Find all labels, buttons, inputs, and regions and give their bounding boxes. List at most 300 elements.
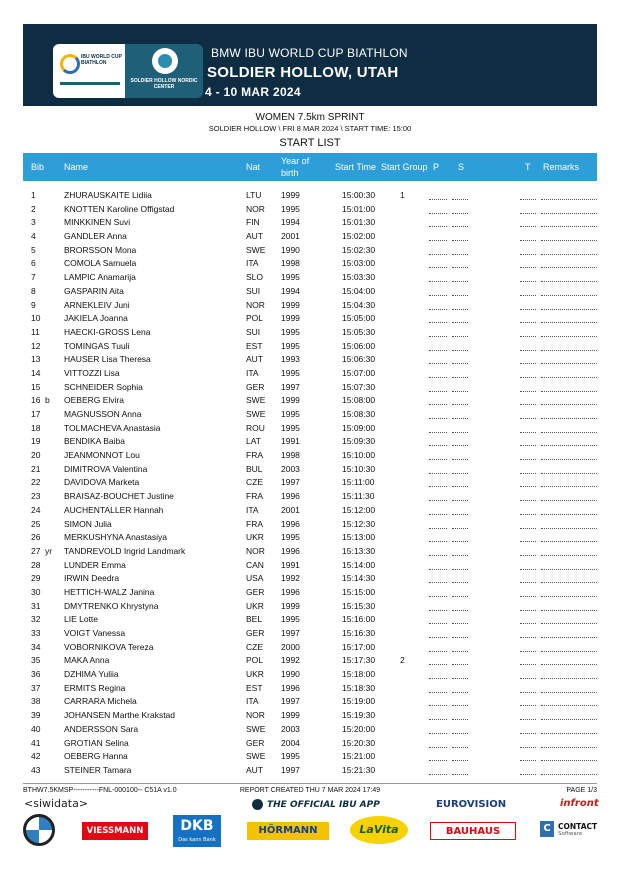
- blank-field: [429, 760, 447, 761]
- blank-field: [429, 281, 447, 282]
- table-row: [23, 559, 597, 573]
- table-row: [23, 504, 597, 518]
- blank-field: [429, 692, 447, 693]
- cell-nat: POL: [246, 313, 264, 324]
- cell-nat: FRA: [246, 450, 263, 461]
- blank-field: [541, 432, 597, 433]
- cell-nat: SUI: [246, 285, 261, 296]
- cell-time: 15:16:00: [342, 614, 376, 625]
- dkb-logo: [173, 815, 221, 847]
- table-row: [23, 394, 597, 408]
- cell-nat: NOR: [246, 710, 265, 721]
- cell-year: 1996: [281, 682, 300, 693]
- blank-field: [452, 486, 468, 487]
- cell-name: DZHIMA Yuliia: [64, 669, 119, 680]
- cell-time: 15:18:00: [342, 669, 376, 680]
- blank-field: [429, 459, 447, 460]
- blank-field: [452, 692, 468, 693]
- col-name: Name: [64, 162, 89, 172]
- viessmann-logo: VIESSMANN: [82, 822, 148, 840]
- blank-field: [452, 254, 468, 255]
- blank-field: [429, 391, 447, 392]
- blank-field: [429, 733, 447, 734]
- cell-nat: ITA: [246, 367, 259, 378]
- cell-time: 15:10:00: [342, 450, 376, 461]
- blank-field: [429, 309, 447, 310]
- cell-nat: SWE: [246, 751, 266, 762]
- cell-bib: 36: [31, 669, 41, 680]
- cell-year: 1996: [281, 545, 300, 556]
- blank-field: [429, 377, 447, 378]
- table-row: [23, 764, 597, 778]
- cell-nat: SWE: [246, 395, 266, 406]
- table-row: [23, 613, 597, 627]
- cell-year: 1993: [281, 354, 300, 365]
- cell-nat: SWE: [246, 409, 266, 419]
- cell-time: 15:01:00: [342, 203, 376, 214]
- cell-year: 1990: [281, 669, 300, 680]
- blank-field: [541, 254, 597, 255]
- blank-field: [541, 651, 597, 652]
- cell-nat: ROU: [246, 422, 265, 433]
- blank-field: [541, 309, 597, 310]
- cell-name: IRWIN Deedra: [64, 573, 120, 584]
- cell-bib: 16: [31, 395, 41, 406]
- cell-bib: 21: [31, 463, 41, 474]
- ibu-logo-icon: [60, 54, 80, 74]
- soldier-hollow-logo: [125, 44, 203, 98]
- blank-field: [429, 213, 447, 214]
- blank-field: [452, 678, 468, 679]
- blank-field: [429, 432, 447, 433]
- blank-field: [541, 295, 597, 296]
- blank-field: [541, 199, 597, 200]
- event-series: BMW IBU WORLD CUP BIATHLON: [211, 46, 408, 60]
- blank-field: [541, 692, 597, 693]
- dkb-label: DKB: [180, 818, 214, 834]
- blank-field: [541, 747, 597, 748]
- cell-year: 2000: [281, 641, 300, 652]
- cell-name: HAECKI-GROSS Lena: [64, 326, 151, 337]
- cell-bib: 42: [31, 751, 41, 762]
- cell-nat: NOR: [246, 203, 265, 214]
- cell-year: 1995: [281, 409, 300, 419]
- cell-time: 15:13:00: [342, 532, 376, 543]
- cell-bib: 35: [31, 655, 41, 666]
- blank-field: [541, 760, 597, 761]
- cell-time: 15:20:30: [342, 737, 376, 748]
- ibu-world-cup-logo: [53, 44, 128, 98]
- cell-time: 15:11:30: [342, 491, 375, 502]
- cell-year: 1991: [281, 436, 300, 447]
- cell-name: LAMPIC Anamarija: [64, 272, 136, 283]
- cell-nat: UKR: [246, 600, 264, 611]
- cell-nat: ITA: [246, 504, 259, 515]
- blank-field: [429, 747, 447, 748]
- cell-name: MINKKINEN Suvi: [64, 217, 131, 228]
- blank-field: [429, 363, 447, 364]
- cell-name: TOMINGAS Tuuli: [64, 340, 130, 351]
- bauhaus-logo: BAUHAUS: [430, 822, 516, 840]
- blank-field: [452, 610, 468, 611]
- blank-field: [520, 309, 536, 310]
- col-start-group: Start Group: [381, 162, 428, 172]
- cell-time: 15:21:30: [342, 764, 376, 775]
- blank-field: [429, 651, 447, 652]
- blank-field: [429, 350, 447, 351]
- cell-name: AUCHENTALLER Hannah: [64, 504, 164, 515]
- blank-field: [520, 541, 536, 542]
- blank-field: [452, 309, 468, 310]
- cell-year: 2001: [281, 504, 300, 515]
- cell-time: 15:11:00: [342, 477, 375, 488]
- soldier-hollow-logo-text: SOLDIER HOLLOW NORDIC CENTER: [130, 78, 198, 90]
- blank-field: [452, 377, 468, 378]
- cell-bib: 23: [31, 491, 41, 502]
- cell-bib: 27: [31, 545, 41, 556]
- cell-year: 1999: [281, 395, 300, 406]
- cell-year: 1999: [281, 190, 300, 200]
- blank-field: [452, 418, 468, 419]
- cell-year: 1998: [281, 258, 300, 269]
- cell-bib: 24: [31, 504, 41, 515]
- cell-bib: 22: [31, 477, 41, 488]
- table-row: [23, 476, 597, 490]
- blank-field: [520, 528, 536, 529]
- cell-nat: UKR: [246, 532, 264, 543]
- cell-year: 1997: [281, 764, 300, 775]
- cell-year: 1995: [281, 203, 300, 214]
- cell-nat: AUT: [246, 231, 263, 242]
- cell-year: 1996: [281, 518, 300, 529]
- cell-bib: 7: [31, 272, 36, 283]
- cell-time: 15:05:30: [342, 326, 376, 337]
- table-row: [23, 641, 597, 655]
- table-header: [23, 153, 597, 181]
- cell-time: 15:02:30: [342, 244, 376, 255]
- cell-group: 1: [400, 190, 405, 200]
- cell-nat: NOR: [246, 545, 265, 556]
- cell-time: 15:10:30: [342, 463, 376, 474]
- cell-name: TANDREVOLD Ingrid Landmark: [64, 545, 186, 556]
- blank-field: [541, 678, 597, 679]
- event-venue: SOLDIER HOLLOW, UTAH: [207, 64, 399, 81]
- blank-field: [429, 486, 447, 487]
- blank-field: [520, 651, 536, 652]
- table-row: [23, 654, 597, 668]
- blank-field: [452, 541, 468, 542]
- blank-field: [520, 610, 536, 611]
- cell-bib: 2: [31, 203, 36, 214]
- blank-field: [452, 774, 468, 775]
- table-row: [23, 257, 597, 271]
- blank-field: [541, 267, 597, 268]
- blank-field: [541, 637, 597, 638]
- blank-field: [520, 692, 536, 693]
- cell-time: 15:17:00: [342, 641, 376, 652]
- blank-field: [520, 267, 536, 268]
- blank-field: [429, 254, 447, 255]
- blank-field: [541, 596, 597, 597]
- cell-bib: 25: [31, 518, 41, 529]
- cell-bib: 17: [31, 409, 41, 419]
- cell-name: JEANMONNOT Lou: [64, 450, 140, 461]
- blank-field: [429, 610, 447, 611]
- blank-field: [541, 664, 597, 665]
- blank-field: [429, 404, 447, 405]
- blank-field: [452, 281, 468, 282]
- cell-bib: 37: [31, 682, 41, 693]
- cell-group: 2: [400, 655, 405, 666]
- blank-field: [520, 719, 536, 720]
- table-row: [23, 271, 597, 285]
- ibu-app-logo: [252, 799, 380, 810]
- col-year: Year of birth: [281, 156, 310, 178]
- table-row: [23, 353, 597, 367]
- cell-bib: 20: [31, 450, 41, 461]
- cell-nat: EST: [246, 682, 263, 693]
- cell-year: 1994: [281, 285, 300, 296]
- cell-year: 1997: [281, 628, 300, 638]
- cell-name: BRORSSON Mona: [64, 244, 137, 255]
- cell-year: 2003: [281, 463, 300, 474]
- cell-name: HETTICH-WALZ Janina: [64, 586, 155, 597]
- cell-nat: GER: [246, 586, 265, 597]
- blank-field: [452, 719, 468, 720]
- blank-field: [520, 486, 536, 487]
- table-row: [23, 490, 597, 504]
- cell-nat: SUI: [246, 326, 261, 337]
- blank-field: [520, 760, 536, 761]
- blank-field: [541, 610, 597, 611]
- table-row: [23, 600, 597, 614]
- cell-nat: CZE: [246, 641, 263, 652]
- cell-time: 15:07:30: [342, 381, 376, 392]
- cell-name: LIE Lotte: [64, 614, 99, 625]
- blank-field: [429, 500, 447, 501]
- table-row: [23, 545, 597, 559]
- blank-field: [541, 473, 597, 474]
- blank-field: [452, 391, 468, 392]
- cell-bib: 18: [31, 422, 41, 433]
- blank-field: [429, 226, 447, 227]
- blank-field: [452, 637, 468, 638]
- blank-field: [541, 240, 597, 241]
- cell-name: CARRARA Michela: [64, 696, 137, 707]
- table-row: [23, 682, 597, 696]
- blank-field: [429, 336, 447, 337]
- blank-field: [520, 774, 536, 775]
- blank-field: [520, 664, 536, 665]
- table-row: [23, 750, 597, 764]
- blank-field: [520, 678, 536, 679]
- table-row: [23, 518, 597, 532]
- cell-time: 15:06:30: [342, 354, 376, 365]
- blank-field: [520, 336, 536, 337]
- table-row: [23, 381, 597, 395]
- cell-nat: SWE: [246, 244, 266, 255]
- cell-bib: 14: [31, 367, 41, 378]
- col-nat: Nat: [246, 162, 261, 172]
- cell-time: 15:18:30: [342, 682, 376, 693]
- blank-field: [541, 733, 597, 734]
- cell-nat: CAN: [246, 559, 264, 570]
- table-row: [23, 230, 597, 244]
- blank-field: [520, 404, 536, 405]
- cell-name: ERMITS Regina: [64, 682, 126, 693]
- cell-time: 15:09:30: [342, 436, 376, 447]
- cell-name: JAKIELA Joanna: [64, 313, 128, 324]
- cell-name: VOBORNIKOVA Tereza: [64, 641, 154, 652]
- table-row: [23, 449, 597, 463]
- table-row: [23, 203, 597, 217]
- footer-divider: [23, 783, 597, 784]
- blank-field: [452, 555, 468, 556]
- contact-sublabel: Software: [558, 830, 583, 837]
- cell-nat: ITA: [246, 258, 259, 269]
- blank-field: [452, 199, 468, 200]
- table-row: [23, 189, 597, 203]
- blank-field: [541, 569, 597, 570]
- cell-bib: 29: [31, 573, 41, 584]
- cell-time: 15:03:00: [342, 258, 376, 269]
- report-code: BTHW7.5KMSP-----------FNL-000100-- C51A v1.0: [23, 787, 177, 794]
- cell-time: 15:14:30: [342, 573, 376, 584]
- cell-year: 1999: [281, 299, 300, 310]
- cell-bib: 32: [31, 614, 41, 625]
- cell-year: 1998: [281, 450, 300, 461]
- blank-field: [520, 733, 536, 734]
- cell-nat: GER: [246, 381, 265, 392]
- cell-nat: SLO: [246, 272, 264, 283]
- blank-field: [541, 336, 597, 337]
- blank-field: [520, 500, 536, 501]
- cell-name: BRAISAZ-BOUCHET Justine: [64, 491, 174, 502]
- cell-name: DIMITROVA Valentina: [64, 463, 148, 474]
- blank-field: [541, 350, 597, 351]
- blank-field: [452, 760, 468, 761]
- cell-name: MAGNUSSON Anna: [64, 409, 142, 419]
- start-list-table: [23, 189, 597, 778]
- cell-time: 15:03:30: [342, 272, 376, 283]
- blank-field: [541, 226, 597, 227]
- cell-time: 15:01:30: [342, 217, 376, 228]
- page-number: PAGE 1/3: [566, 787, 597, 794]
- cell-nat: POL: [246, 655, 264, 666]
- cell-bib: 5: [31, 244, 36, 255]
- cell-year: 2004: [281, 737, 300, 748]
- blank-field: [541, 500, 597, 501]
- col-bib: Bib: [31, 162, 45, 172]
- table-row: [23, 422, 597, 436]
- table-row: [23, 723, 597, 737]
- cell-name: DAVIDOVA Marketa: [64, 477, 140, 488]
- blank-field: [452, 432, 468, 433]
- cell-name: COMOLA Samuela: [64, 258, 137, 269]
- cell-time: 15:12:30: [342, 518, 376, 529]
- cell-nat: AUT: [246, 764, 263, 775]
- cell-year: 1995: [281, 367, 300, 378]
- blank-field: [541, 377, 597, 378]
- blank-field: [541, 445, 597, 446]
- blank-field: [452, 336, 468, 337]
- cell-year: 1990: [281, 244, 300, 255]
- cell-time: 15:15:30: [342, 600, 376, 611]
- blank-field: [520, 459, 536, 460]
- cell-year: 1995: [281, 340, 300, 351]
- blank-field: [541, 322, 597, 323]
- infront-logo: infront: [560, 798, 599, 809]
- blank-field: [541, 459, 597, 460]
- cell-nat: SWE: [246, 723, 266, 734]
- cell-bib: 10: [31, 313, 41, 324]
- blank-field: [429, 541, 447, 542]
- blank-field: [541, 719, 597, 720]
- blank-field: [520, 445, 536, 446]
- cell-time: 15:00:30: [342, 190, 376, 200]
- blank-field: [520, 418, 536, 419]
- cell-bib: 13: [31, 354, 41, 365]
- eurovision-logo: EUROVISION: [436, 799, 507, 810]
- contact-software-logo: [540, 821, 597, 837]
- cell-time: 15:19:30: [342, 710, 376, 721]
- blank-field: [429, 295, 447, 296]
- table-row: [23, 737, 597, 751]
- ibu-app-icon: [252, 799, 263, 810]
- table-row: [23, 586, 597, 600]
- blank-field: [520, 514, 536, 515]
- blank-field: [429, 582, 447, 583]
- blank-field: [452, 623, 468, 624]
- col-start-time: Start Time: [335, 162, 377, 172]
- cell-year: 1996: [281, 491, 300, 502]
- blank-field: [541, 418, 597, 419]
- cell-time: 15:08:30: [342, 409, 376, 419]
- blank-field: [429, 596, 447, 597]
- cell-bib: 6: [31, 258, 36, 269]
- cell-name: HAUSER Lisa Theresa: [64, 354, 151, 365]
- cell-nat: GER: [246, 628, 265, 638]
- blank-field: [452, 459, 468, 460]
- cell-year: 1995: [281, 422, 300, 433]
- blank-field: [541, 623, 597, 624]
- cell-year: 1999: [281, 313, 300, 324]
- cell-time: 15:07:00: [342, 367, 376, 378]
- cell-nat: FRA: [246, 518, 263, 529]
- cell-time: 15:16:30: [342, 628, 376, 638]
- table-row: [23, 299, 597, 313]
- cell-name: BENDIKA Baiba: [64, 436, 125, 447]
- blank-field: [520, 350, 536, 351]
- table-row: [23, 668, 597, 682]
- list-title: START LIST: [279, 137, 341, 149]
- table-row: [23, 312, 597, 326]
- blank-field: [452, 473, 468, 474]
- cell-time: 15:20:00: [342, 723, 376, 734]
- cell-year: 1994: [281, 217, 300, 228]
- cell-nat: USA: [246, 573, 264, 584]
- table-row: [23, 244, 597, 258]
- cell-name: VITTOZZI Lisa: [64, 367, 120, 378]
- blank-field: [541, 363, 597, 364]
- cell-time: 15:09:00: [342, 422, 376, 433]
- cell-nat: UKR: [246, 669, 264, 680]
- cell-nat: BUL: [246, 463, 263, 474]
- blank-field: [541, 528, 597, 529]
- blank-field: [520, 569, 536, 570]
- blank-field: [452, 747, 468, 748]
- blank-field: [429, 555, 447, 556]
